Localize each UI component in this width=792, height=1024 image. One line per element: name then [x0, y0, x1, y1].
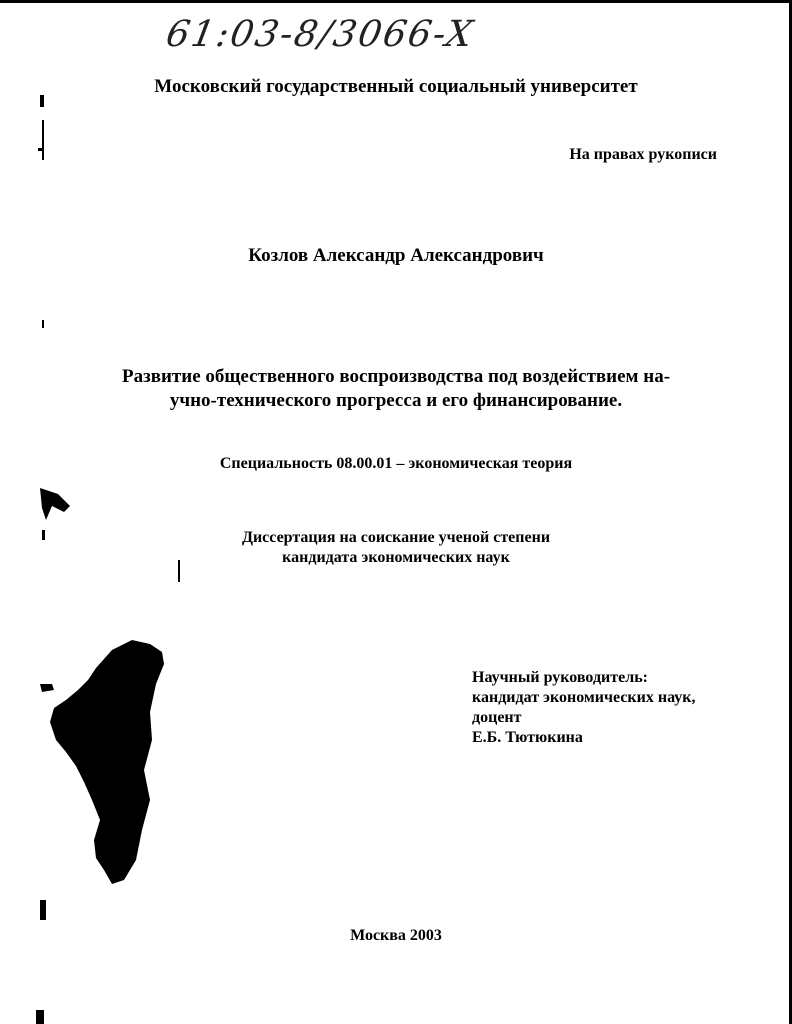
title-line-2: учно-технического прогресса и его финансирование. — [169, 390, 623, 411]
title-line-1: Развитие общественного воспроизводства под воздействием на- — [121, 366, 671, 387]
margin-mark-7 — [40, 684, 54, 692]
advisor-heading: Научный руководитель: — [472, 669, 648, 686]
author-name: Козлов Александр Александрович — [248, 245, 544, 266]
advisor-name: Е.Б. Тютюкина — [472, 729, 583, 746]
advisor-degree: кандидат экономических наук, — [472, 689, 696, 706]
manuscript-note: На правах рукописи — [569, 146, 717, 163]
advisor-title: доцент — [472, 709, 522, 726]
specialty: Специальность 08.00.01 – экономическая теория — [219, 455, 573, 472]
margin-blot-1 — [40, 488, 70, 520]
margin-mark-3 — [38, 148, 44, 151]
margin-mark-8 — [40, 900, 46, 920]
margin-blot-2 — [50, 640, 164, 884]
margin-mark-9 — [36, 1010, 44, 1024]
university-name: Московский государственный социальный университет — [154, 76, 638, 97]
city-year: Москва 2003 — [350, 927, 442, 944]
margin-mark-4 — [42, 320, 44, 328]
margin-mark-2 — [42, 120, 44, 160]
degree-line-1: Диссертация на соискание ученой степени — [241, 529, 551, 546]
degree-line-2: кандидата экономических наук — [282, 549, 510, 566]
handwritten-shelfmark: 61:03-8/3066-X — [163, 14, 478, 55]
